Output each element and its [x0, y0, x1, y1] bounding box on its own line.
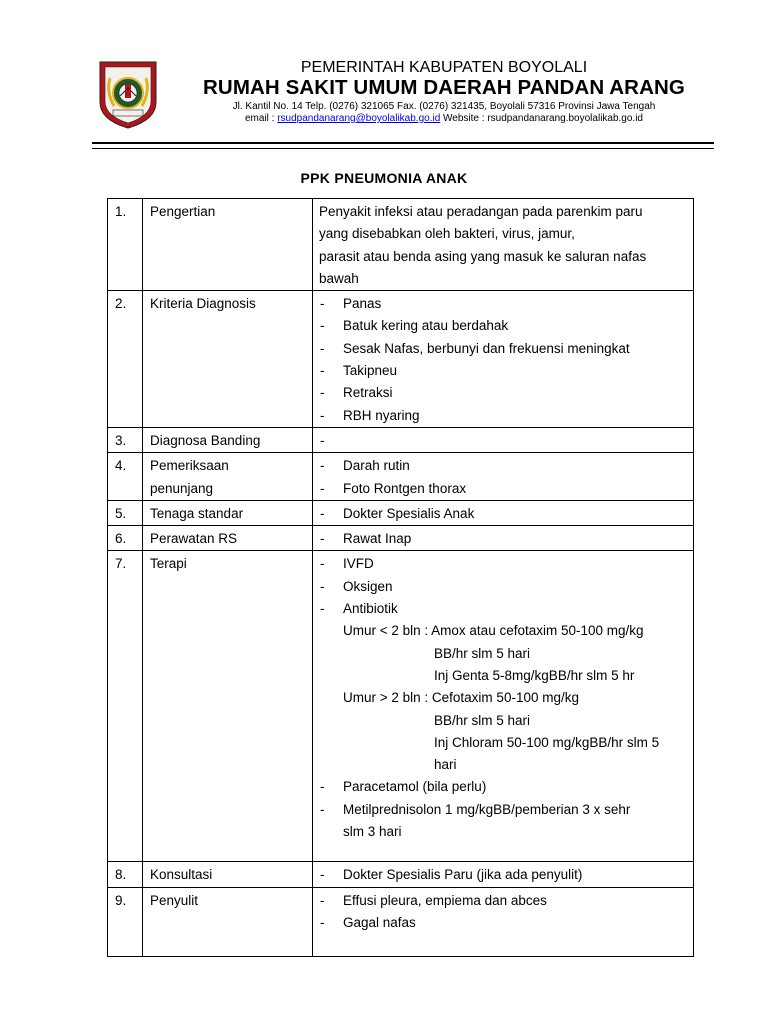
dosage-line: BB/hr slm 5 hari [434, 645, 531, 661]
row-label: Pengertian [150, 204, 216, 219]
email-prefix: email : [244, 113, 278, 124]
row-number: 3. [115, 432, 127, 448]
table-row [108, 526, 694, 551]
empty-dash: - [320, 432, 325, 448]
row-content [313, 862, 693, 886]
list-item: - Retraksi [320, 385, 393, 401]
row-label: Penyulit [150, 892, 199, 908]
letterhead [164, 58, 724, 125]
row-content [313, 199, 693, 290]
dosage-line: Umur > 2 bln : Cefotaxim 50-100 mg/kg [343, 690, 579, 706]
boyolali-coat-of-arms-icon [96, 58, 160, 130]
table-row [108, 427, 694, 452]
table-row [108, 291, 694, 428]
list-item: - Rawat Inap [320, 531, 412, 547]
list-item: - Panas [320, 296, 382, 312]
table-row [108, 500, 694, 525]
list-item: - RBH nyaring [320, 407, 420, 423]
website-text: Website : rsudpandanarang.boyolalikab.go.id [440, 113, 643, 124]
list-item: - Takipneu [320, 363, 398, 379]
row-label: Perawatan RS [150, 531, 238, 547]
definition-line: Penyakit infeksi atau peradangan pada parenkim paru [319, 204, 643, 219]
government-name: PEMERINTAH KABUPATEN BOYOLALI [300, 59, 588, 76]
definition-line: parasit atau benda asing yang masuk ke saluran nafas [319, 248, 647, 264]
table-row [108, 453, 694, 501]
row-content [313, 888, 693, 935]
email-link[interactable]: rsudpandanarang@boyolalikab.go.id [277, 113, 441, 124]
table-row [108, 887, 694, 956]
contact-line [164, 113, 724, 125]
row-label: Pemeriksaan penunjang [150, 458, 229, 496]
list-item: - Foto Rontgen thorax [320, 480, 467, 496]
hospital-logo [96, 58, 160, 130]
list-item: - Dokter Spesialis Anak [320, 505, 475, 521]
row-number: 9. [115, 892, 127, 908]
row-number: 1. [115, 204, 127, 219]
list-item: - Oksigen [320, 578, 393, 594]
list-item: - Batuk kering atau berdahak [320, 318, 509, 334]
table-row [108, 199, 694, 291]
row-content [313, 428, 693, 452]
table-row [108, 862, 694, 887]
row-number: 7. [115, 556, 127, 572]
row-number: 5. [115, 505, 127, 521]
row-content [313, 526, 693, 550]
row-content [313, 453, 693, 500]
dosage-line: Umur < 2 bln : Amox atau cefotaxim 50-100 mg/kg [343, 623, 644, 639]
document-title: PPK PNEUMONIA ANAK [300, 170, 468, 186]
row-label: Konsultasi [150, 867, 213, 883]
row-number: 6. [115, 531, 127, 547]
row-number: 8. [115, 867, 127, 883]
list-item: - Effusi pleura, empiema dan abces [320, 892, 547, 908]
hospital-address: Jl. Kantil No. 14 Telp. (0276) 321065 Fax. (0276) 321435, Boyolali 57316 Provinsi Jawa Tengah [232, 101, 656, 112]
dosage-line: slm 3 hari [343, 824, 402, 840]
row-label: Diagnosa Banding [150, 432, 261, 448]
row-content [313, 501, 693, 525]
list-item: - Gagal nafas [320, 915, 416, 931]
list-item: - Antibiotik [320, 601, 398, 617]
row-number: 4. [115, 458, 127, 474]
row-content [313, 291, 693, 427]
ppk-table [107, 198, 694, 957]
row-label: Kriteria Diagnosis [150, 296, 256, 312]
dosage-line: Inj Genta 5-8mg/kgBB/hr slm 5 hr [434, 667, 635, 683]
list-item: - Paracetamol (bila perlu) [320, 779, 487, 795]
list-item: - IVFD [320, 556, 374, 572]
definition-line: yang disebabkan oleh bakteri, virus, jamur, [319, 226, 575, 242]
list-item: - Dokter Spesialis Paru (jika ada penyulit) [320, 867, 583, 883]
row-label: Tenaga standar [150, 505, 244, 521]
definition-line: bawah [319, 270, 359, 286]
dosage-line: hari [434, 757, 457, 773]
dosage-line: BB/hr slm 5 hari [434, 712, 531, 728]
list-item: - Sesak Nafas, berbunyi dan frekuensi meningkat [320, 340, 630, 356]
letterhead-divider-thick [92, 142, 714, 144]
list-item: - Darah rutin [320, 458, 410, 474]
dosage-line: Inj Chloram 50-100 mg/kgBB/hr slm 5 [434, 734, 660, 750]
row-label: Terapi [150, 556, 187, 572]
hospital-name: RUMAH SAKIT UMUM DAERAH PANDAN ARANG [203, 76, 685, 99]
row-content [313, 551, 693, 843]
row-number: 2. [115, 296, 127, 312]
table-row [108, 551, 694, 862]
letterhead-divider-thin [92, 148, 714, 149]
list-item: - Metilprednisolon 1 mg/kgBB/pemberian 3 x sehr [320, 801, 631, 817]
